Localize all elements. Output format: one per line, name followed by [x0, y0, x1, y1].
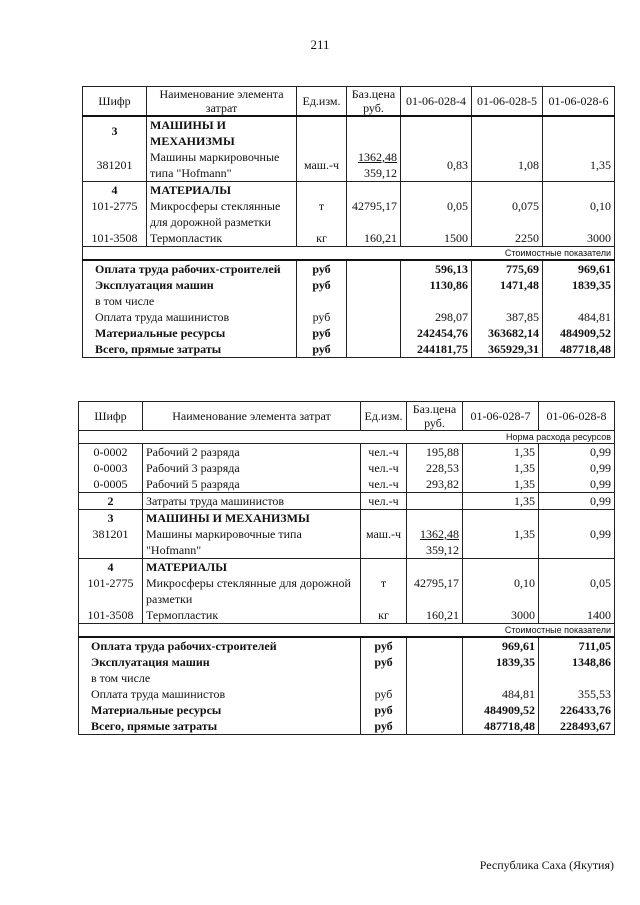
- cost-indicators-label: Стоимостные показатели: [83, 247, 615, 261]
- cost-value-2: 226433,76: [539, 702, 615, 718]
- row-value-2: 1400: [539, 607, 615, 624]
- cost-value-1: 242454,76: [401, 325, 472, 341]
- row-value-3: 3000: [543, 230, 615, 247]
- section-number: 4: [79, 559, 143, 576]
- table-row: [83, 149, 615, 182]
- row-value-1: 1,35: [463, 493, 539, 510]
- cost-row: [83, 341, 615, 358]
- cost-value-3: 484909,52: [543, 325, 615, 341]
- cost-row: [79, 637, 615, 654]
- cost-value-2: 228493,67: [539, 718, 615, 735]
- row-code: 381201: [79, 526, 143, 559]
- header-name: Наименование элемента затрат: [143, 402, 361, 431]
- row-unit: чел.-ч: [361, 476, 407, 493]
- row-value-2: 0,99: [539, 526, 615, 559]
- row-base-price: 160,21: [407, 607, 463, 624]
- cost-value-2: 1348,86: [539, 654, 615, 670]
- cost-name: Материальные ресурсы: [79, 702, 361, 718]
- cost-value-3: 969,61: [543, 260, 615, 277]
- cost-value-1: 244181,75: [401, 341, 472, 358]
- cost-row: [79, 686, 615, 702]
- header-col-028-8: 01-06-028-8: [539, 402, 615, 431]
- cost-indicators-label-row: [79, 624, 615, 638]
- row-value-2: 0,99: [539, 460, 615, 476]
- base-price-main: 1362,48: [358, 150, 397, 164]
- section-number: 3: [83, 116, 147, 149]
- table-row: [79, 575, 615, 607]
- cost-value-2: 1471,48: [472, 277, 543, 293]
- row-value-2: 1,08: [472, 149, 543, 182]
- table-row: [79, 444, 615, 461]
- cost-name: Всего, прямые затраты: [83, 341, 297, 358]
- table-row: [79, 460, 615, 476]
- row-unit: маш.-ч: [361, 526, 407, 559]
- cost-value-1: 484909,52: [463, 702, 539, 718]
- row-unit: кг: [361, 607, 407, 624]
- page-number: 211: [310, 37, 330, 52]
- row-unit: кг: [297, 230, 347, 247]
- cost-unit: [297, 293, 347, 309]
- row-code: 101-3508: [83, 230, 147, 247]
- cost-name: Оплата труда машинистов: [79, 686, 361, 702]
- cost-value-2: 365929,31: [472, 341, 543, 358]
- row-value-1: 3000: [463, 607, 539, 624]
- row-name: Рабочий 5 разряда: [143, 476, 361, 493]
- row-name: Машины маркировочные типа "Hofmann": [147, 149, 297, 182]
- cost-value-2: 387,85: [472, 309, 543, 325]
- row-name: Машины маркировочные типа "Hofmann": [143, 526, 361, 559]
- section-title: МАТЕРИАЛЫ: [143, 559, 361, 576]
- row-name: Микросферы стеклянные для дорожной разметки: [147, 198, 297, 230]
- section-materials-row: [79, 559, 615, 576]
- cost-value-3: 487718,48: [543, 341, 615, 358]
- cost-value-3: 484,81: [543, 309, 615, 325]
- row-code: 381201: [83, 149, 147, 182]
- cost-unit: руб: [361, 686, 407, 702]
- cost-indicators-label-row: [83, 247, 615, 261]
- table-row: [83, 198, 615, 230]
- cost-unit: руб: [361, 637, 407, 654]
- section-title: МАШИНЫ И МЕХАНИЗМЫ: [143, 510, 361, 527]
- row-value-2: 0,99: [539, 476, 615, 493]
- section-title: МАТЕРИАЛЫ: [147, 182, 297, 199]
- table-row: [79, 526, 615, 559]
- cost-row: [83, 260, 615, 277]
- table1-header-row: [83, 87, 615, 117]
- resource-table-1: [82, 86, 615, 358]
- cost-value-2: [539, 670, 615, 686]
- row-unit: чел.-ч: [361, 460, 407, 476]
- header-code: Шифр: [79, 402, 143, 431]
- cost-unit: [361, 670, 407, 686]
- cost-row: [83, 325, 615, 341]
- section-machines-row: [79, 510, 615, 527]
- cost-unit: руб: [361, 654, 407, 670]
- row-value-1: 0,83: [401, 149, 472, 182]
- row-value-1: 1,35: [463, 444, 539, 461]
- cost-indicators-label: Стоимостные показатели: [79, 624, 615, 638]
- footer-region: Республика Саха (Якутия): [479, 858, 614, 872]
- header-base-price: Баз.цена руб.: [407, 402, 463, 431]
- cost-unit: руб: [297, 260, 347, 277]
- norm-label: Норма расхода ресурсов: [79, 431, 615, 444]
- row-name: Микросферы стеклянные для дорожной разметки: [143, 575, 361, 607]
- header-col-028-6: 01-06-028-6: [543, 87, 615, 117]
- cost-value-1: [463, 670, 539, 686]
- section-title: МАШИНЫ И МЕХАНИЗМЫ: [147, 116, 297, 149]
- row-base-price: 160,21: [347, 230, 401, 247]
- row-code: 101-2775: [83, 198, 147, 230]
- row-unit: маш.-ч: [297, 149, 347, 182]
- section-number: 3: [79, 510, 143, 527]
- row-value-2: 0,075: [472, 198, 543, 230]
- cost-unit: руб: [297, 325, 347, 341]
- cost-unit: руб: [361, 718, 407, 735]
- header-unit: Ед.изм.: [297, 87, 347, 117]
- base-price-main: 1362,48: [420, 527, 459, 541]
- cost-unit: руб: [297, 277, 347, 293]
- row-value-1: 0,10: [463, 575, 539, 607]
- row-code: 0-0005: [79, 476, 143, 493]
- row-value-1: 1,35: [463, 476, 539, 493]
- row-value-2: 0,99: [539, 493, 615, 510]
- cost-row: [83, 309, 615, 325]
- header-col-028-5: 01-06-028-5: [472, 87, 543, 117]
- row-code: 0-0003: [79, 460, 143, 476]
- cost-value-1: 487718,48: [463, 718, 539, 735]
- row-name: Рабочий 2 разряда: [143, 444, 361, 461]
- operators-row: [79, 493, 615, 510]
- header-col-028-7: 01-06-028-7: [463, 402, 539, 431]
- resource-table-2: [78, 401, 615, 735]
- section-materials-row: [83, 182, 615, 199]
- header-unit: Ед.изм.: [361, 402, 407, 431]
- table-row: [79, 607, 615, 624]
- cost-row: [79, 718, 615, 735]
- table-row: [83, 230, 615, 247]
- cost-row: [83, 293, 615, 309]
- header-col-028-4: 01-06-028-4: [401, 87, 472, 117]
- cost-name: Материальные ресурсы: [83, 325, 297, 341]
- base-price-wage: 359,12: [426, 543, 459, 557]
- row-value-1: 1,35: [463, 526, 539, 559]
- base-price-wage: 359,12: [364, 166, 397, 180]
- row-base-price: 293,82: [407, 476, 463, 493]
- cost-name: Всего, прямые затраты: [79, 718, 361, 735]
- cost-value-3: 1839,35: [543, 277, 615, 293]
- row-base-price: [407, 526, 463, 559]
- row-value-2: 0,99: [539, 444, 615, 461]
- row-base-price: 42795,17: [347, 198, 401, 230]
- cost-name: Эксплуатация машин: [83, 277, 297, 293]
- cost-row: [83, 277, 615, 293]
- cost-value-1: 1839,35: [463, 654, 539, 670]
- cost-row: [79, 702, 615, 718]
- norm-label-row: [79, 431, 615, 444]
- row-code: 2: [79, 493, 143, 510]
- header-base-price: Баз.цена руб.: [347, 87, 401, 117]
- row-value-3: 0,10: [543, 198, 615, 230]
- row-base-price: 42795,17: [407, 575, 463, 607]
- cost-value-3: [543, 293, 615, 309]
- cost-value-1: 969,61: [463, 637, 539, 654]
- row-code: 0-0002: [79, 444, 143, 461]
- row-value-3: 1,35: [543, 149, 615, 182]
- row-name: Затраты труда машинистов: [143, 493, 361, 510]
- row-value-2: 2250: [472, 230, 543, 247]
- row-value-1: 1,35: [463, 460, 539, 476]
- row-unit: т: [297, 198, 347, 230]
- cost-value-2: 775,69: [472, 260, 543, 277]
- cost-name: в том числе: [79, 670, 361, 686]
- header-name: Наименование элемента затрат: [147, 87, 297, 117]
- cost-value-2: 711,05: [539, 637, 615, 654]
- row-name: Рабочий 3 разряда: [143, 460, 361, 476]
- cost-name: в том числе: [83, 293, 297, 309]
- section-machines-row: [83, 116, 615, 149]
- cost-value-1: [401, 293, 472, 309]
- row-base-price: [347, 149, 401, 182]
- cost-name: Эксплуатация машин: [79, 654, 361, 670]
- cost-value-1: 596,13: [401, 260, 472, 277]
- row-base-price: 228,53: [407, 460, 463, 476]
- header-code: Шифр: [83, 87, 147, 117]
- row-value-1: 0,05: [401, 198, 472, 230]
- row-unit: т: [361, 575, 407, 607]
- cost-unit: руб: [297, 309, 347, 325]
- cost-row: [79, 654, 615, 670]
- cost-value-1: 298,07: [401, 309, 472, 325]
- row-value-2: 0,05: [539, 575, 615, 607]
- row-base-price: 195,88: [407, 444, 463, 461]
- row-value-1: 1500: [401, 230, 472, 247]
- cost-value-1: 484,81: [463, 686, 539, 702]
- row-name: Термопластик: [143, 607, 361, 624]
- cost-value-2: 363682,14: [472, 325, 543, 341]
- table-row: [79, 476, 615, 493]
- row-unit: чел.-ч: [361, 493, 407, 510]
- row-name: Термопластик: [147, 230, 297, 247]
- cost-name: Оплата труда рабочих-строителей: [83, 260, 297, 277]
- cost-name: Оплата труда рабочих-строителей: [79, 637, 361, 654]
- cost-unit: руб: [297, 341, 347, 358]
- cost-unit: руб: [361, 702, 407, 718]
- cost-value-1: 1130,86: [401, 277, 472, 293]
- table2-header-row: [79, 402, 615, 431]
- cost-name: Оплата труда машинистов: [83, 309, 297, 325]
- cost-value-2: 355,53: [539, 686, 615, 702]
- section-number: 4: [83, 182, 147, 199]
- row-unit: чел.-ч: [361, 444, 407, 461]
- row-code: 101-3508: [79, 607, 143, 624]
- cost-value-2: [472, 293, 543, 309]
- cost-row: [79, 670, 615, 686]
- row-code: 101-2775: [79, 575, 143, 607]
